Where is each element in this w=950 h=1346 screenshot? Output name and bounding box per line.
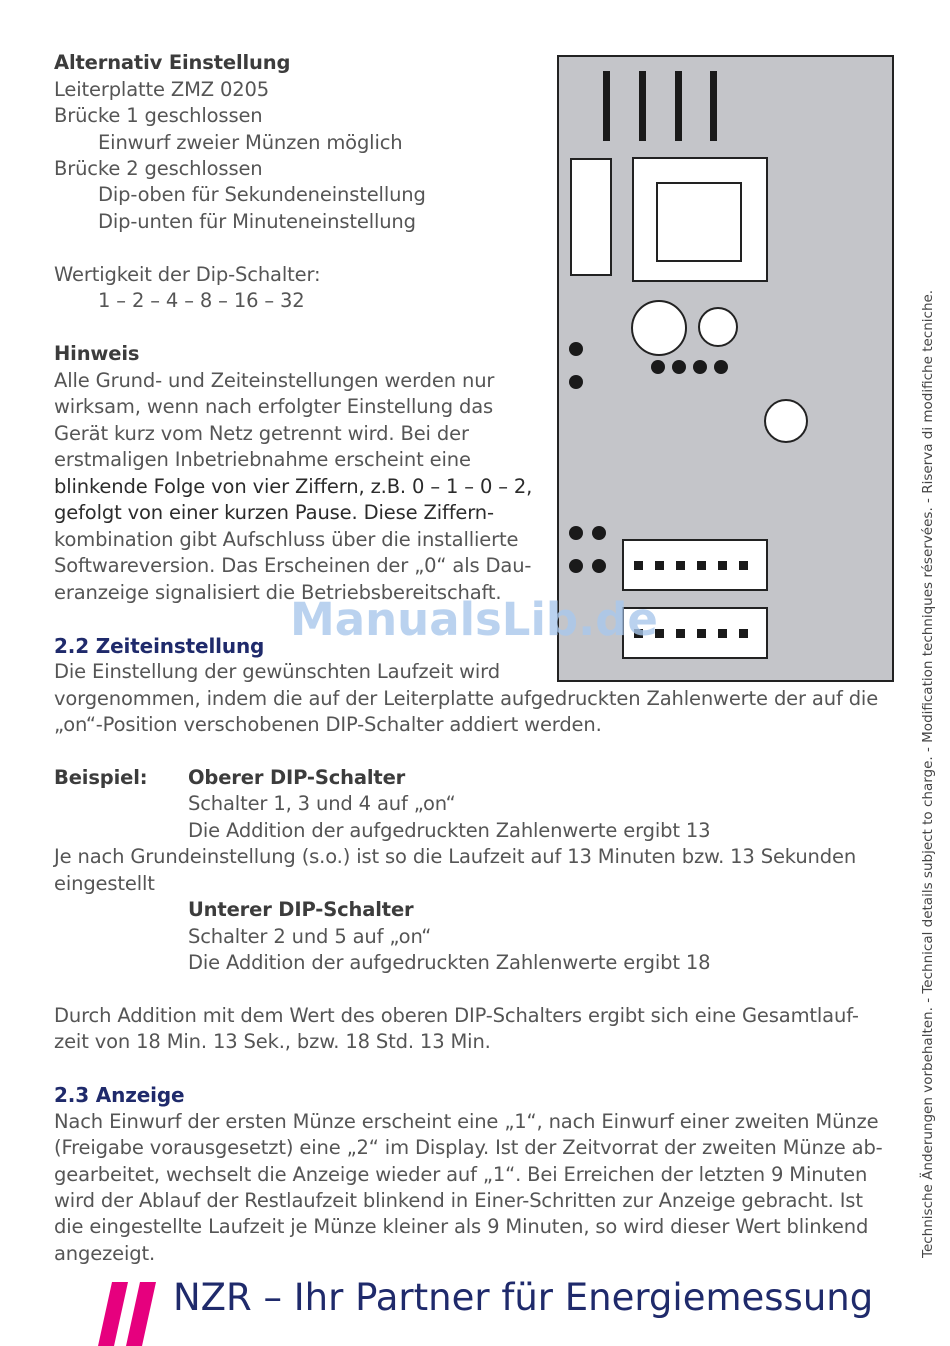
- hinweis-line: eranzeige signalisiert die Betriebsbereitschaft.: [54, 581, 502, 604]
- section-heading-zeiteinstellung: 2.2 Zeiteinstellung: [54, 634, 265, 658]
- display-module: [632, 157, 768, 282]
- header-pin: [603, 71, 610, 141]
- bridge-dot: [592, 526, 606, 540]
- capacitor-small: [698, 307, 738, 347]
- hinweis-line: Gerät kurz vom Netz getrennt wird. Bei der: [54, 422, 469, 445]
- bridge-dot: [592, 559, 606, 573]
- alt-line-6: Dip-unten für Minuteneinstellung: [98, 210, 416, 233]
- dip-switch-upper: [622, 539, 768, 591]
- anzeige-line: gearbeitet, wechselt die Anzeige wieder auf „1“. Bei Erreichen der letzten 9 Minuten: [54, 1163, 868, 1186]
- anzeige-line: Nach Einwurf der ersten Münze erscheint eine „1“, nach Einwurf einer zweiten Münze: [54, 1110, 879, 1133]
- capacitor-round: [764, 399, 808, 443]
- led-dot: [651, 360, 665, 374]
- anzeige-line: wird der Ablauf der Restlaufzeit blinkend in Einer-Schritten zur Anzeige gebracht. Ist: [54, 1189, 863, 1212]
- alt-line-7: Wertigkeit der Dip-Schalter:: [54, 263, 321, 286]
- display-window: [656, 182, 742, 262]
- bridge-dot: [569, 526, 583, 540]
- anzeige-line: (Freigabe vorausgesetzt) eine „2“ im Display. Ist der Zeitvorrat der zweiten Münze ab-: [54, 1136, 883, 1159]
- alt-heading: Alternativ Einstellung: [54, 51, 291, 74]
- beispiel-unten-line: Schalter 2 und 5 auf „on“: [188, 925, 432, 948]
- component-block: [570, 158, 612, 276]
- alt-line-2: Brücke 1 geschlossen: [54, 104, 263, 127]
- bridge-dot: [569, 559, 583, 573]
- side-disclaimer: Technische Änderungen vorbehalten. - Technical details subject to charge. - Modification techniques réservées. - Riserva di modifiche tecniche.: [920, 289, 936, 1258]
- beispiel-sum-line: Durch Addition mit dem Wert des oberen DIP-Schalters ergibt sich eine Gesamtlauf-: [54, 1004, 859, 1027]
- hinweis-line: erstmaligen Inbetriebnahme erscheint eine: [54, 448, 471, 471]
- hinweis-line: blinkende Folge von vier Ziffern, z.B. 0 – 1 – 0 – 2,: [54, 475, 533, 498]
- footer-tagline: NZR – Ihr Partner für Energiemessung: [173, 1276, 874, 1319]
- beispiel-oben-line: Schalter 1, 3 und 4 auf „on“: [188, 792, 456, 815]
- zeit-line: vorgenommen, indem die auf der Leiterplatte aufgedruckten Zahlenwerte der auf die: [54, 687, 879, 710]
- jumper-dot: [569, 375, 583, 389]
- beispiel-unten-line: Die Addition der aufgedruckten Zahlenwerte ergibt 18: [188, 951, 711, 974]
- beispiel-unten-heading: Unterer DIP-Schalter: [188, 898, 414, 921]
- header-pin: [639, 71, 646, 141]
- hinweis-heading: Hinweis: [54, 342, 140, 365]
- beispiel-sum-line: zeit von 18 Min. 13 Sek., bzw. 18 Std. 13 Min.: [54, 1030, 491, 1053]
- alt-line-8: 1 – 2 – 4 – 8 – 16 – 32: [98, 289, 305, 312]
- brand-slash-icon: [98, 1282, 160, 1346]
- capacitor-large: [631, 300, 687, 356]
- alt-line-5: Dip-oben für Sekundeneinstellung: [98, 183, 426, 206]
- hinweis-line: gefolgt von einer kurzen Pause. Diese Ziffern-: [54, 501, 494, 524]
- led-dot: [714, 360, 728, 374]
- section-heading-anzeige: 2.3 Anzeige: [54, 1083, 185, 1107]
- led-dot: [693, 360, 707, 374]
- alt-line-4: Brücke 2 geschlossen: [54, 157, 263, 180]
- led-dot: [672, 360, 686, 374]
- beispiel-mid-line: Je nach Grundeinstellung (s.o.) ist so die Laufzeit auf 13 Minuten bzw. 13 Sekunden: [54, 845, 857, 868]
- header-pin: [710, 71, 717, 141]
- alt-line-1: Leiterplatte ZMZ 0205: [54, 78, 270, 101]
- header-pin: [675, 71, 682, 141]
- anzeige-line: angezeigt.: [54, 1242, 156, 1265]
- zeit-line: Die Einstellung der gewünschten Laufzeit wird: [54, 660, 500, 683]
- anzeige-line: die eingestellte Laufzeit je Münze kleiner als 9 Minuten, so wird dieser Wert blinkend: [54, 1215, 869, 1238]
- beispiel-oben-line: Die Addition der aufgedruckten Zahlenwerte ergibt 13: [188, 819, 711, 842]
- alt-line-3: Einwurf zweier Münzen möglich: [98, 131, 403, 154]
- hinweis-line: wirksam, wenn nach erfolgter Einstellung das: [54, 395, 494, 418]
- hinweis-line: Softwareversion. Das Erscheinen der „0“ als Dau-: [54, 554, 532, 577]
- beispiel-label: Beispiel:: [54, 766, 148, 789]
- hinweis-line: Alle Grund- und Zeiteinstellungen werden nur: [54, 369, 495, 392]
- beispiel-oben-heading: Oberer DIP-Schalter: [188, 766, 406, 789]
- watermark: ManualsLib.de: [290, 593, 658, 646]
- zeit-line: „on“-Position verschobenen DIP-Schalter addiert werden.: [54, 713, 602, 736]
- beispiel-mid-line: eingestellt: [54, 872, 155, 895]
- circuit-board-diagram: [557, 55, 894, 682]
- jumper-dot: [569, 342, 583, 356]
- hinweis-line: kombination gibt Aufschluss über die installierte: [54, 528, 519, 551]
